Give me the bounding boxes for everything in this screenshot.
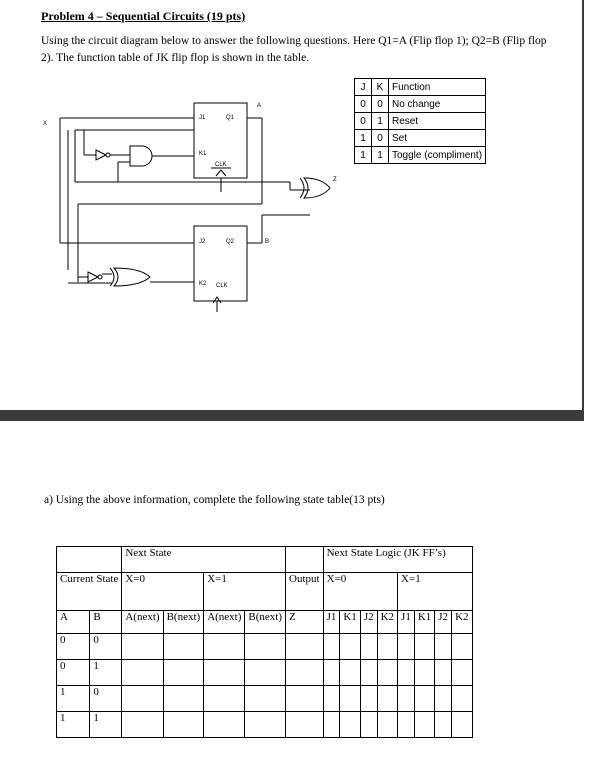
ff2-output-b-label: B xyxy=(265,239,270,245)
col-j1-x1: J1 xyxy=(398,611,415,634)
jk-cell: Toggle (compliment) xyxy=(389,147,486,164)
jk-cell: 0 xyxy=(372,130,389,147)
answer-cell[interactable] xyxy=(323,634,340,660)
ff2-j-label: J2 xyxy=(199,239,206,245)
scrollbar-track xyxy=(582,0,584,421)
jk-cell: 1 xyxy=(372,113,389,130)
current-state-header: Current State xyxy=(57,573,122,611)
inverter-gate-1 xyxy=(96,150,106,160)
inverter-gate-2 xyxy=(88,272,98,282)
answer-cell[interactable] xyxy=(377,712,397,738)
output-header: Output xyxy=(286,573,324,611)
answer-cell[interactable] xyxy=(360,634,377,660)
col-k1-x0: K1 xyxy=(340,611,360,634)
answer-cell[interactable] xyxy=(286,634,324,660)
answer-cell[interactable] xyxy=(414,660,434,686)
xor-gate-output xyxy=(304,178,330,198)
answer-cell[interactable] xyxy=(360,660,377,686)
answer-cell[interactable] xyxy=(323,712,340,738)
answer-cell[interactable] xyxy=(435,660,452,686)
col-k1-x1: K1 xyxy=(414,611,434,634)
jk-header-function: Function xyxy=(389,79,486,96)
answer-cell[interactable] xyxy=(163,686,204,712)
answer-cell[interactable] xyxy=(398,686,415,712)
ff1-output-a-label: A xyxy=(257,103,262,109)
state-table-row xyxy=(57,573,473,611)
state-table-row xyxy=(57,547,473,573)
x0-header: X=0 xyxy=(122,573,204,611)
col-k2-x0: K2 xyxy=(377,611,397,634)
cell-a: 1 xyxy=(57,686,90,712)
answer-cell[interactable] xyxy=(340,660,360,686)
answer-cell[interactable] xyxy=(163,712,204,738)
answer-cell[interactable] xyxy=(122,712,163,738)
answer-cell[interactable] xyxy=(435,686,452,712)
ff2-clk-label: CLK xyxy=(216,283,228,289)
col-b-next-x0: B(next) xyxy=(163,611,204,634)
table-row xyxy=(57,660,473,686)
answer-cell[interactable] xyxy=(414,686,434,712)
input-x-label: X xyxy=(43,121,48,127)
jk-cell: No change xyxy=(389,96,486,113)
answer-cell[interactable] xyxy=(204,686,245,712)
answer-cell[interactable] xyxy=(398,660,415,686)
table-row xyxy=(57,712,473,738)
answer-cell[interactable] xyxy=(286,712,324,738)
answer-cell[interactable] xyxy=(204,660,245,686)
jk-header-j: J xyxy=(355,79,372,96)
answer-cell[interactable] xyxy=(398,634,415,660)
answer-cell[interactable] xyxy=(435,634,452,660)
col-j1-x0: J1 xyxy=(323,611,340,634)
col-k2-x1: K2 xyxy=(452,611,472,634)
cell-a: 0 xyxy=(57,634,90,660)
table-row xyxy=(57,686,473,712)
answer-cell[interactable] xyxy=(204,634,245,660)
cell-b: 1 xyxy=(90,712,122,738)
cell-b: 0 xyxy=(90,634,122,660)
ff2-k-label: K2 xyxy=(199,281,207,287)
answer-cell[interactable] xyxy=(245,686,286,712)
answer-cell[interactable] xyxy=(360,712,377,738)
answer-cell[interactable] xyxy=(414,634,434,660)
ff2-q-label: Q2 xyxy=(226,239,235,245)
answer-cell[interactable] xyxy=(414,712,434,738)
flip-flop-2 xyxy=(194,226,247,301)
ff1-clk-label: CLK xyxy=(215,162,227,168)
and-gate-1 xyxy=(130,146,152,166)
jk-cell: 0 xyxy=(355,96,372,113)
answer-cell[interactable] xyxy=(245,660,286,686)
logic-x0-header: X=0 xyxy=(323,573,397,611)
table-row xyxy=(57,634,473,660)
problem-intro: Using the circuit diagram below to answer the following questions. Here Q1=A (Flip flop 1); Q2=B (Flip flop 2). The function table of JK flip flop is shown in the table. xyxy=(41,35,547,64)
output-z-label: Z xyxy=(333,177,337,183)
col-j2-x0: J2 xyxy=(360,611,377,634)
blank-cell xyxy=(286,547,324,573)
answer-cell[interactable] xyxy=(377,660,397,686)
jk-cell: 0 xyxy=(355,113,372,130)
answer-cell[interactable] xyxy=(340,712,360,738)
answer-cell[interactable] xyxy=(452,660,472,686)
answer-cell[interactable] xyxy=(245,712,286,738)
answer-cell[interactable] xyxy=(340,686,360,712)
state-table-column-row xyxy=(57,611,473,634)
cell-a: 0 xyxy=(57,660,90,686)
answer-cell[interactable] xyxy=(122,686,163,712)
answer-cell[interactable] xyxy=(163,660,204,686)
jk-cell: 1 xyxy=(355,147,372,164)
logic-x1-header: X=1 xyxy=(398,573,472,611)
jk-cell: Set xyxy=(389,130,486,147)
problem-heading: Problem 4 – Sequential Circuits (19 pts) xyxy=(41,9,246,23)
answer-cell[interactable] xyxy=(377,686,397,712)
jk-cell: 0 xyxy=(372,96,389,113)
col-a-next-x0: A(next) xyxy=(122,611,163,634)
answer-cell[interactable] xyxy=(122,660,163,686)
col-a-next-x1: A(next) xyxy=(204,611,245,634)
answer-cell[interactable] xyxy=(204,712,245,738)
x1-header: X=1 xyxy=(204,573,286,611)
answer-cell[interactable] xyxy=(452,712,472,738)
cell-b: 0 xyxy=(90,686,122,712)
col-b: B xyxy=(90,611,122,634)
answer-cell[interactable] xyxy=(323,686,340,712)
page-separator xyxy=(0,410,582,421)
answer-cell[interactable] xyxy=(122,634,163,660)
col-b-next-x1: B(next) xyxy=(245,611,286,634)
answer-cell[interactable] xyxy=(163,634,204,660)
jk-cell: Reset xyxy=(389,113,486,130)
next-state-header: Next State xyxy=(122,547,286,573)
answer-cell[interactable] xyxy=(245,634,286,660)
state-table xyxy=(56,546,473,738)
jk-header-k: K xyxy=(372,79,389,96)
answer-cell[interactable] xyxy=(323,660,340,686)
answer-cell[interactable] xyxy=(360,686,377,712)
cell-b: 1 xyxy=(90,660,122,686)
jk-cell: 1 xyxy=(372,147,389,164)
col-j2-x1: J2 xyxy=(435,611,452,634)
or-gate-2 xyxy=(114,268,150,286)
ff1-j-label: J1 xyxy=(199,115,206,121)
ff1-k-label: K1 xyxy=(199,151,207,157)
answer-cell[interactable] xyxy=(452,634,472,660)
question-a: a) Using the above information, complete the following state table(13 pts) xyxy=(44,494,385,506)
jk-cell: 1 xyxy=(355,130,372,147)
col-z: Z xyxy=(286,611,324,634)
answer-cell[interactable] xyxy=(377,634,397,660)
answer-cell[interactable] xyxy=(286,660,324,686)
col-a: A xyxy=(57,611,90,634)
next-state-logic-header: Next State Logic (JK FF’s) xyxy=(323,547,472,573)
answer-cell[interactable] xyxy=(398,712,415,738)
answer-cell[interactable] xyxy=(286,686,324,712)
cell-a: 1 xyxy=(57,712,90,738)
ff1-q-label: Q1 xyxy=(226,115,235,121)
answer-cell[interactable] xyxy=(340,634,360,660)
answer-cell[interactable] xyxy=(452,686,472,712)
answer-cell[interactable] xyxy=(435,712,452,738)
blank-cell xyxy=(57,547,122,573)
